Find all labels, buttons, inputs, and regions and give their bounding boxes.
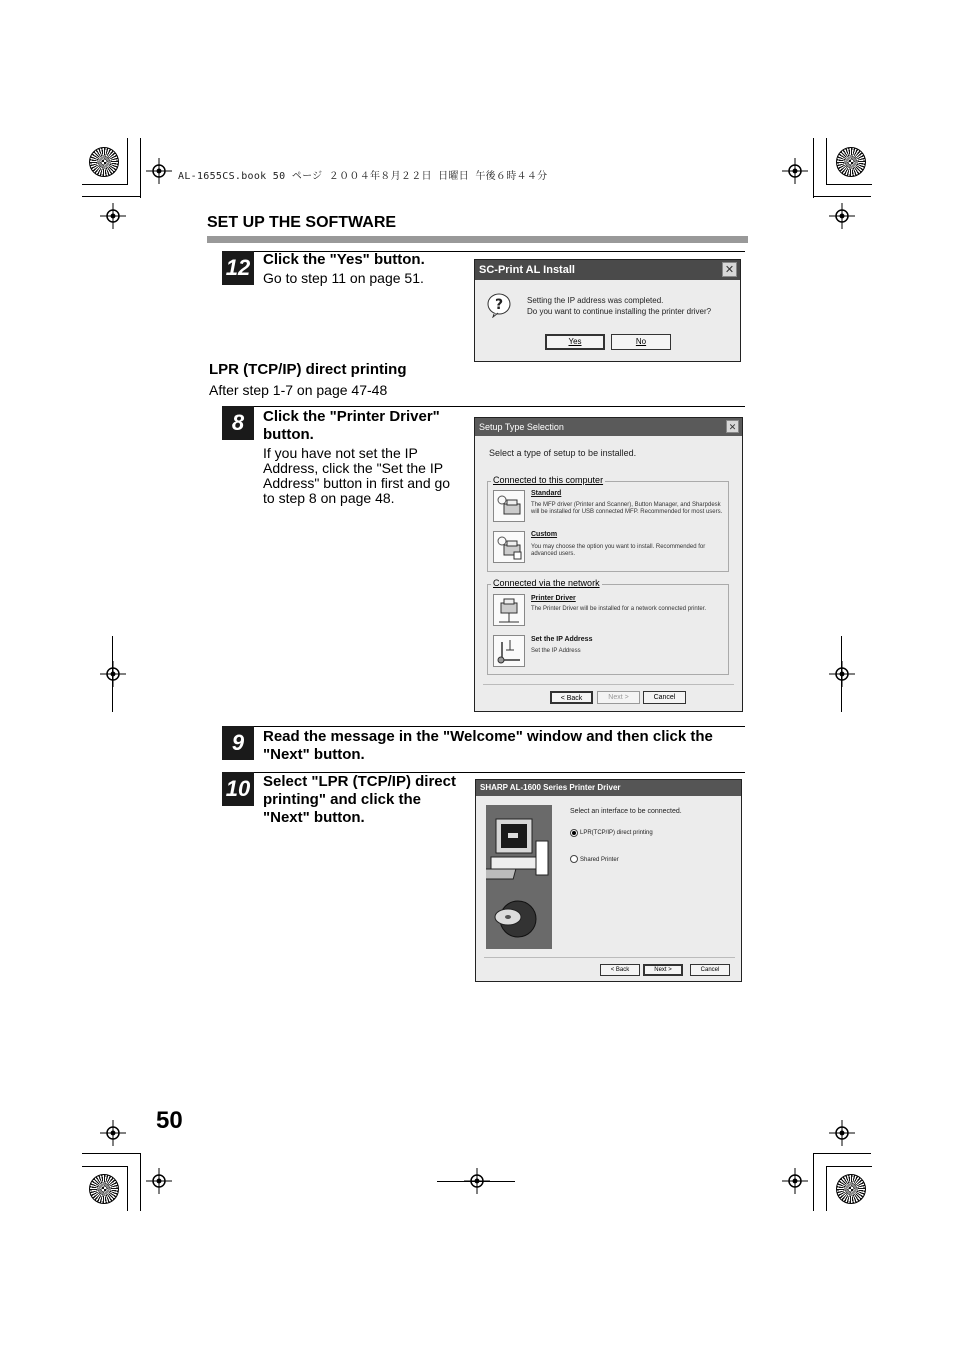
installer-illustration [486, 805, 552, 949]
registration-target-icon [146, 1168, 172, 1194]
option-printer-driver-title[interactable]: Printer Driver [531, 595, 576, 602]
step-8-heading: Click the "Printer Driver" button. [263, 408, 440, 443]
step-rule [254, 406, 745, 407]
setup-type-dialog [474, 417, 743, 712]
registration-starburst-icon [89, 1174, 119, 1204]
group-local-label: Connected to this computer [493, 475, 604, 485]
option-set-ip-desc: Set the IP Address [531, 648, 581, 654]
close-icon[interactable]: ✕ [722, 262, 737, 277]
option-custom-title[interactable]: Custom [531, 531, 558, 538]
dialog-message-line1: Setting the IP address was completed. [527, 296, 664, 305]
dialog-instruction: Select an interface to be connected. [570, 808, 682, 815]
radio-shared-printer-label[interactable]: Shared Printer [580, 857, 619, 863]
custom-setup-icon[interactable] [493, 531, 525, 563]
dialog-message-line2: Do you want to continue installing the printer driver? [527, 307, 712, 316]
cancel-button[interactable]: Cancel [690, 964, 730, 976]
option-custom-desc: You may choose the option you want to install. Recommended for advanced users. [531, 544, 706, 557]
registration-target-icon [100, 1120, 126, 1146]
step-12-heading: Click the "Yes" button. [263, 251, 425, 268]
registration-starburst-icon [836, 147, 866, 177]
question-icon [486, 292, 512, 318]
option-set-ip-title[interactable]: Set the IP Address [531, 636, 593, 643]
next-button[interactable]: Next > [597, 691, 640, 704]
set-ip-address-icon[interactable] [493, 635, 525, 667]
back-button[interactable]: < Back [600, 964, 640, 976]
dialog-separator [483, 684, 734, 685]
printer-driver-dialog [475, 779, 742, 982]
lpr-section-subtitle: After step 1-7 on page 47-48 [209, 382, 388, 398]
registration-starburst-icon [89, 147, 119, 177]
step-number-9: 9 [222, 726, 254, 760]
section-bar [207, 236, 748, 243]
step-9-heading: Read the message in the "Welcome" window and then click the "Next" button. [263, 728, 713, 763]
registration-target-icon [100, 661, 126, 687]
next-button[interactable]: Next > [643, 964, 683, 976]
step-12-body: Go to step 11 on page 51. [263, 270, 424, 286]
radio-lpr-label[interactable]: LPR(TCP/IP) direct printing [580, 830, 653, 836]
registration-target-icon [782, 158, 808, 184]
book-file-line: AL-1655CS.book 50 ページ ２００４年８月２２日 日曜日 午後６時４４分 [178, 171, 548, 182]
registration-target-icon [829, 1120, 855, 1146]
step-number-12: 12 [222, 251, 254, 285]
dialog-title: SHARP AL-1600 Series Printer Driver [476, 780, 741, 796]
step-8-body: If you have not set the IP Address, click the "Set the IP Address" button in first and go to step 8 on page 48. [263, 445, 451, 506]
back-button[interactable]: < Back [550, 691, 593, 704]
registration-target-icon [100, 203, 126, 229]
printer-driver-icon[interactable] [493, 594, 525, 626]
dialog-title: Setup Type Selection [475, 418, 742, 436]
svg-text:?: ? [494, 297, 504, 313]
step-number-8: 8 [222, 406, 254, 440]
page-number: 50 [156, 1107, 183, 1134]
dialog-title: SC-Print AL Install [475, 260, 740, 280]
dialog-separator [484, 957, 735, 958]
registration-starburst-icon [836, 1174, 866, 1204]
dialog-instruction: Select a type of setup to be installed. [489, 448, 637, 458]
registration-target-icon [146, 158, 172, 184]
radio-shared-printer[interactable] [570, 855, 578, 863]
option-standard-desc: The MFP driver (Printer and Scanner), Button Manager, and Sharpdesk will be installed for USB connected MFP. Recommended for most users. [531, 502, 723, 515]
registration-target-icon [829, 661, 855, 687]
step-number-10: 10 [222, 772, 254, 806]
step-rule [254, 726, 745, 727]
section-title: SET UP THE SOFTWARE [207, 214, 397, 231]
registration-target-icon [829, 203, 855, 229]
registration-target-icon [782, 1168, 808, 1194]
cancel-button[interactable]: Cancel [643, 691, 686, 704]
step-10-heading: Select "LPR (TCP/IP) direct printing" and click the "Next" button. [263, 773, 456, 826]
yes-button[interactable]: Yes [545, 334, 605, 350]
no-button[interactable]: No [611, 334, 671, 350]
install-confirm-dialog [474, 259, 741, 362]
option-printer-driver-desc: The Printer Driver will be installed for a network connected printer. [531, 606, 707, 612]
radio-lpr[interactable] [570, 829, 578, 837]
close-icon[interactable]: ✕ [726, 420, 739, 433]
standard-setup-icon[interactable] [493, 490, 525, 522]
option-standard-title[interactable]: Standard [531, 490, 562, 497]
lpr-section-title: LPR (TCP/IP) direct printing [209, 361, 407, 378]
group-network-label: Connected via the network [493, 578, 600, 588]
